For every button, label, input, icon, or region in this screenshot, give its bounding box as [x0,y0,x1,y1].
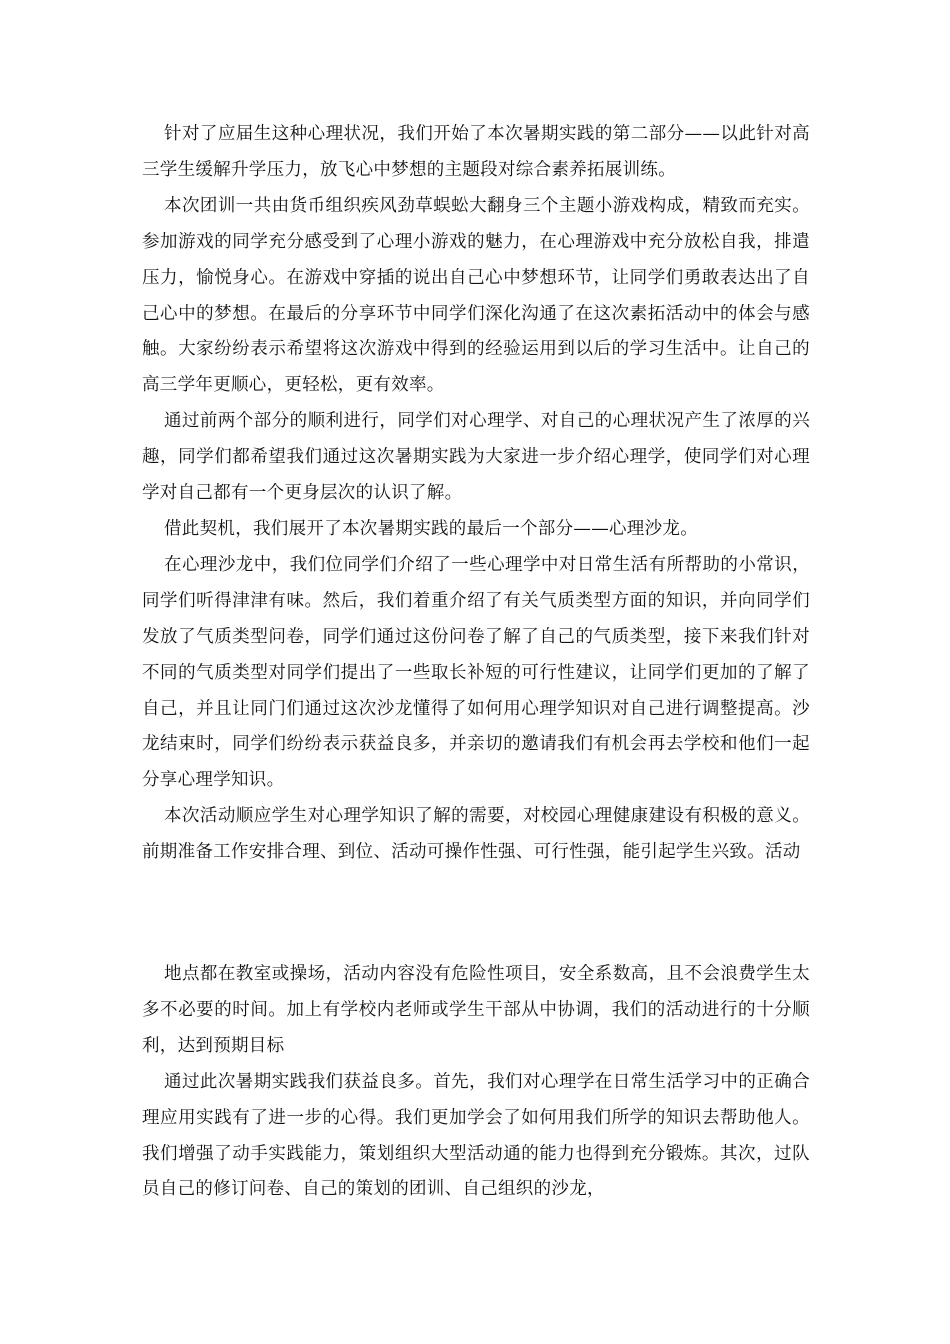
paragraph: 地点都在教室或操场，活动内容没有危险性项目，安全系数高，且不会浪费学生太多不必要的时间。加上有学校内老师或学生干部从中协调，我们的活动进行的十分顺利，达到预期目标 [142,964,810,1056]
paragraph: 通过前两个部分的顺利进行，同学们对心理学、对自己的心理状况产生了浓厚的兴趣，同学们都希望我们通过这次暑期实践为大家进一步介绍心理学，使同学们对心理学对自己都有一个更身层次的认识了解。 [142,411,810,504]
paragraph: 针对了应届生这种心理状况，我们开始了本次暑期实践的第二部分——以此针对高三学生缓解升学压力，放飞心中梦想的主题段对综合素养拓展训练。 [142,124,810,180]
paragraph: 借此契机，我们展开了本次暑期实践的最后一个部分——心理沙龙。 [164,518,698,539]
text-block-upper [142,117,810,871]
paragraph: 在心理沙龙中，我们位同学们介绍了一些心理学中对日常生活有所帮助的小常识，同学们听得津津有味。然后，我们着重介绍了有关气质类型方面的知识，并向同学们发放了气质类型问卷，同学们通过这份问卷了解了自己的气质类型，接下来我们针对不同的气质类型对同学们提出了一些取长补短的可行性建议，让同学们更加的了解了自己，并且让同门们通过这次沙龙懂得了如何用心理学知识对自己进行调整提高。沙龙结束时，同学们纷纷表示获益良多，并亲切的邀请我们有机会再去学校和他们一起分享心理学知识。 [142,554,810,791]
paragraph: 本次活动顺应学生对心理学知识了解的需要，对校园心理健康建设有积极的意义。前期准备工作安排合理、到位、活动可操作性强、可行性强，能引起学生兴致。活动 [142,806,810,863]
paragraph: 本次团训一共由货币组织疾风劲草蜈蚣大翻身三个主题小游戏构成，精致而充实。参加游戏的同学充分感受到了心理小游戏的魅力，在心理游戏中充分放松自我，排遣压力，愉悦身心。在游戏中穿插的说出自己心中梦想环节，让同学们勇敢表达出了自己心中的梦想。在最后的分享环节中同学们深化沟通了在这次素拓活动中的体会与感触。大家纷纷表示希望将这次游戏中得到的经验运用到以后的学习生活中。让自己的高三学年更顺心，更轻松，更有效率。 [142,195,810,396]
paragraph: 通过此次暑期实践我们获益良多。首先，我们对心理学在日常生活学习中的正确合理应用实践有了进一步的心得。我们更加学会了如何用我们所学的知识去帮助他人。我们增强了动手实践能力，策划组织大型活动通的能力也得到充分锻炼。其次，过队员自己的修订问卷、自己的策划的团训、自己组织的沙龙， [142,1071,810,1200]
text-block-lower [142,957,810,1208]
